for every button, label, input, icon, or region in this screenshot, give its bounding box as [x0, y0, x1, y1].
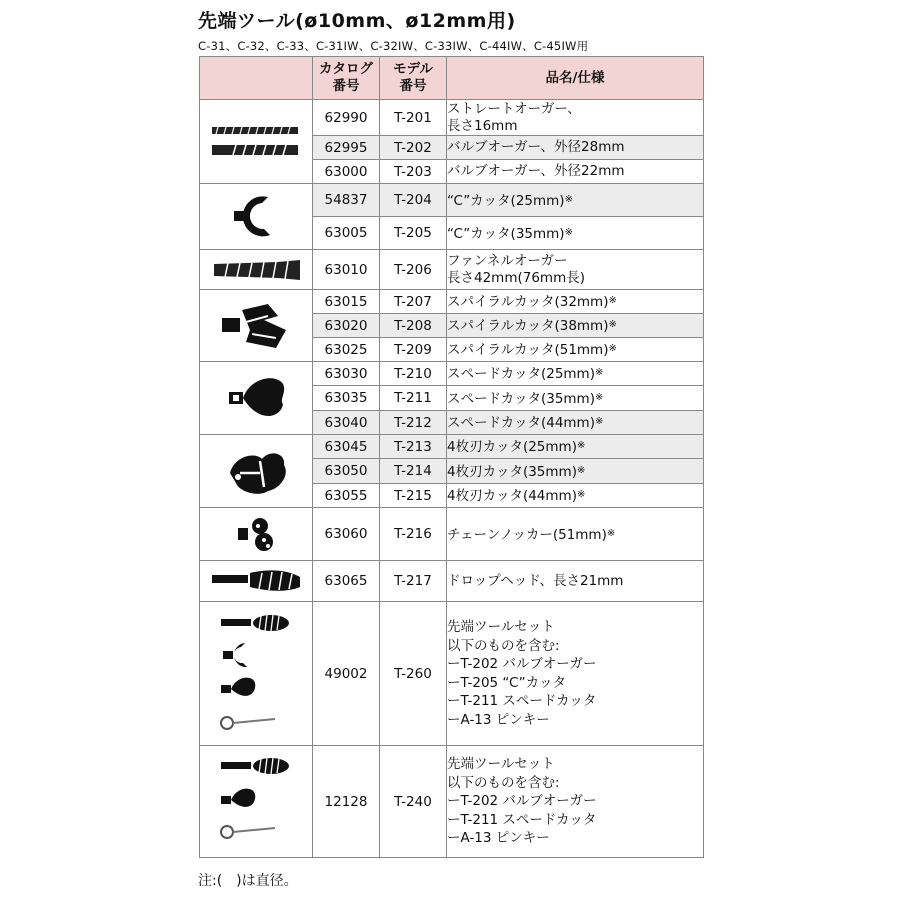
header-catalog: カタログ 番号	[313, 57, 380, 100]
auger-image	[200, 100, 313, 184]
catalog-number: 63035	[313, 386, 380, 411]
catalog-number: 63045	[313, 435, 380, 459]
product-name: ストレートオーガー、 長さ16mm	[447, 100, 704, 136]
drop-head-image	[200, 561, 313, 602]
table-row	[200, 602, 704, 746]
catalog-number: 62995	[313, 136, 380, 160]
product-name: バルブオーガー、外径28mm	[447, 136, 704, 160]
catalog-number: 63020	[313, 314, 380, 338]
model-number: T-214	[380, 459, 447, 484]
drop-head-icon	[206, 569, 306, 593]
catalog-number: 63010	[313, 250, 380, 290]
model-number: T-201	[380, 100, 447, 136]
tool-set-icon	[211, 752, 301, 852]
model-number: T-203	[380, 160, 447, 184]
spade-cutter-image	[200, 362, 313, 435]
catalog-number: 62990	[313, 100, 380, 136]
catalog-number: 63055	[313, 484, 380, 508]
model-number: T-211	[380, 386, 447, 411]
funnel-auger-icon	[208, 258, 304, 282]
model-number: T-240	[380, 746, 447, 858]
model-number: T-210	[380, 362, 447, 386]
catalog-number: 63050	[313, 459, 380, 484]
catalog-number: 49002	[313, 602, 380, 746]
funnel-auger-image	[200, 250, 313, 290]
header-image	[200, 57, 313, 100]
product-name: ドロップヘッド、長さ21mm	[447, 561, 704, 602]
product-name: スパイラルカッタ(32mm)※	[447, 290, 704, 314]
footnote: 注:( )は直径。	[198, 873, 298, 889]
model-number: T-202	[380, 136, 447, 160]
product-name: 先端ツールセット 以下のものを含む: ーT-202 バルブオーガー ーT-211 スペードカッタ ーA-13 ピンキー	[447, 746, 704, 858]
c-cutter-image	[200, 184, 313, 250]
table-row	[200, 250, 704, 290]
product-name: 4枚刃カッタ(44mm)※	[447, 484, 704, 508]
header-model: モデル 番号	[380, 57, 447, 100]
product-name: “C”カッタ(25mm)※	[447, 184, 704, 217]
product-name: スパイラルカッタ(51mm)※	[447, 338, 704, 362]
table-row	[200, 561, 704, 602]
compatible-models: C-31、C-32、C-33、C-31IW、C-32IW、C-33IW、C-44IW、C-45IW用	[198, 39, 589, 53]
product-name: 4枚刃カッタ(25mm)※	[447, 435, 704, 459]
catalog-number: 63015	[313, 290, 380, 314]
tool-table	[199, 56, 704, 858]
model-number: T-212	[380, 411, 447, 435]
model-number: T-217	[380, 561, 447, 602]
four-blade-cutter-image	[200, 435, 313, 508]
straight-auger-icon	[206, 117, 306, 167]
table-row	[200, 100, 704, 136]
product-name: スパイラルカッタ(38mm)※	[447, 314, 704, 338]
catalog-number: 54837	[313, 184, 380, 217]
chain-knocker-icon	[234, 512, 278, 556]
header-name: 品名/仕様	[447, 57, 704, 100]
product-name: 4枚刃カッタ(35mm)※	[447, 459, 704, 484]
table-row	[200, 184, 704, 217]
model-number: T-216	[380, 508, 447, 561]
model-number: T-206	[380, 250, 447, 290]
chain-knocker-image	[200, 508, 313, 561]
catalog-number: 63005	[313, 217, 380, 250]
model-number: T-209	[380, 338, 447, 362]
product-name: チェーンノッカー(51mm)※	[447, 508, 704, 561]
catalog-number: 63060	[313, 508, 380, 561]
product-name: スペードカッタ(44mm)※	[447, 411, 704, 435]
tool-set-icon	[211, 609, 301, 739]
model-number: T-215	[380, 484, 447, 508]
four-blade-cutter-icon	[220, 443, 292, 499]
product-name: ファンネルオーガー 長さ42mm(76mm長)	[447, 250, 704, 290]
header-row	[200, 57, 704, 100]
product-name: スペードカッタ(35mm)※	[447, 386, 704, 411]
spiral-cutter-image	[200, 290, 313, 362]
model-number: T-260	[380, 602, 447, 746]
model-number: T-204	[380, 184, 447, 217]
catalog-number: 63065	[313, 561, 380, 602]
table-row	[200, 362, 704, 386]
page-title: 先端ツール(ø10mm、ø12mm用)	[198, 10, 516, 32]
product-name: バルブオーガー、外径22mm	[447, 160, 704, 184]
catalog-number: 63040	[313, 411, 380, 435]
spiral-cutter-icon	[216, 296, 296, 356]
c-cutter-icon	[226, 189, 286, 245]
catalog-number: 63030	[313, 362, 380, 386]
product-name: “C”カッタ(35mm)※	[447, 217, 704, 250]
tool-set-image	[200, 602, 313, 746]
catalog-number: 63025	[313, 338, 380, 362]
model-number: T-205	[380, 217, 447, 250]
catalog-number: 63000	[313, 160, 380, 184]
table-row	[200, 435, 704, 459]
product-name: 先端ツールセット 以下のものを含む: ーT-202 バルブオーガー ーT-205 “C”カッタ ーT-211 スペードカッタ ーA-13 ピンキー	[447, 602, 704, 746]
table-row	[200, 746, 704, 858]
model-number: T-213	[380, 435, 447, 459]
product-name: スペードカッタ(25mm)※	[447, 362, 704, 386]
model-number: T-208	[380, 314, 447, 338]
model-number: T-207	[380, 290, 447, 314]
table-row	[200, 508, 704, 561]
tool-set-image	[200, 746, 313, 858]
spade-cutter-icon	[221, 370, 291, 426]
table-row	[200, 290, 704, 314]
catalog-number: 12128	[313, 746, 380, 858]
